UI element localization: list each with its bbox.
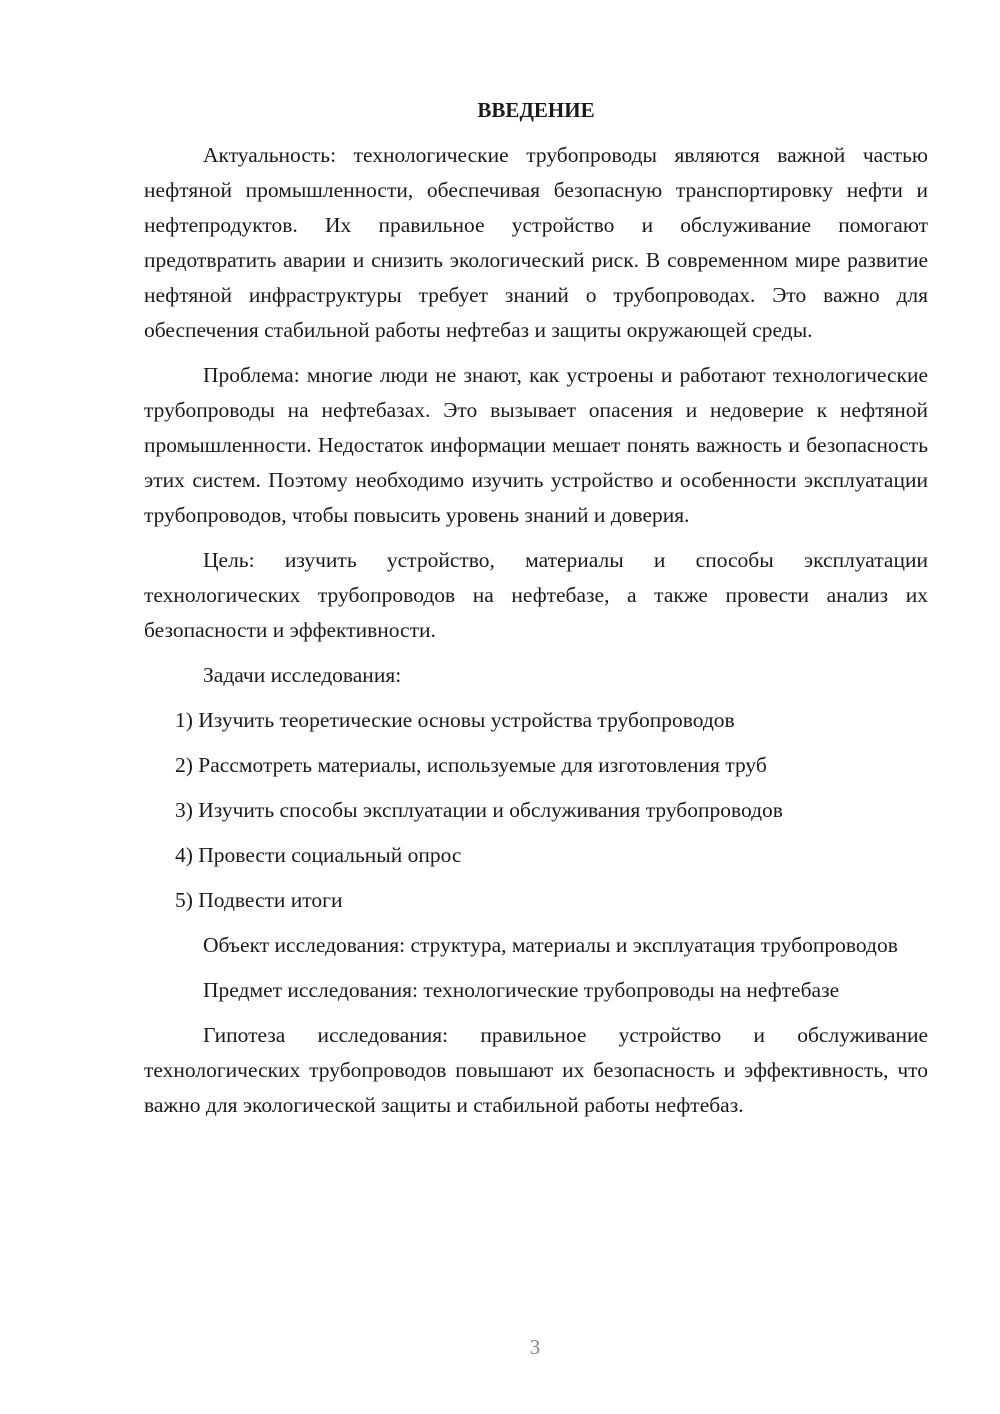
page-title: ВВЕДЕНИЕ [477,98,595,122]
paragraph-object: Объект исследования: структура, материалы и эксплуатация трубопроводов [203,933,898,957]
paragraph-hypothesis: Гипотеза исследования: правильное устройство и обслуживание технологических трубопроводов повышают их безопасность и эффективность, что важно для экологической защиты и стабильной работы нефтебаз. [144,1023,928,1117]
page-number: 3 [529,1335,541,1359]
tasks-list [144,703,928,918]
paragraph-goal: Цель: изучить устройство, материалы и способы эксплуатации технологических трубопроводов на нефтебазе, а также провести анализ их безопасности и эффективности. [144,548,928,642]
list-item: 5) Подвести итоги [175,888,343,912]
list-item: 3) Изучить способы эксплуатации и обслуживания трубопроводов [175,798,783,822]
paragraph-problem: Проблема: многие люди не знают, как устроены и работают технологические трубопроводы на нефтебазах. Это вызывает опасения и недоверие к нефтяной промышленности. Недостаток информации мешает понять важность и безопасность этих систем. Поэтому необходимо изучить устройство и особенности эксплуатации трубопроводов, чтобы повысить уровень знаний и доверия. [144,363,928,527]
document-page [144,92,928,1133]
list-item: 2) Рассмотреть материалы, используемые для изготовления труб [175,753,767,777]
paragraph-relevance: Актуальность: технологические трубопроводы являются важной частью нефтяной промышленности, обеспечивая безопасную транспортировку нефти и нефтепродуктов. Их правильное устройство и обслуживание помогают предотвратить аварии и снизить экологический риск. В современном мире развитие нефтяной инфраструктуры требует знаний о трубопроводах. Это важно для обеспечения стабильной работы нефтебаз и защиты окружающей среды. [144,143,928,342]
tasks-heading: Задачи исследования: [203,663,402,687]
paragraph-subject: Предмет исследования: технологические трубопроводы на нефтебазе [203,978,840,1002]
list-item: 4) Провести социальный опрос [175,843,462,867]
list-item: 1) Изучить теоретические основы устройства трубопроводов [175,708,735,732]
